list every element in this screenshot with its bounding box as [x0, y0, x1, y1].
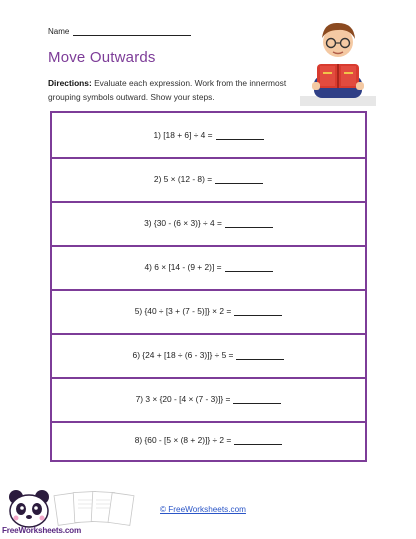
name-line[interactable] — [73, 27, 191, 36]
problem-text: 3) {30 - (6 × 3)} ÷ 4 = — [144, 218, 222, 228]
problem-text: 7) 3 × {20 - [4 × (7 - 3)]} = — [135, 394, 231, 404]
answer-blank[interactable] — [234, 436, 282, 445]
problem-row — [52, 333, 365, 379]
problem-text: 2) 5 × (12 - 8) = — [153, 174, 213, 184]
teacher-reading-illustration — [300, 14, 376, 106]
problems-box — [50, 111, 367, 462]
name-field[interactable] — [48, 27, 191, 36]
answer-blank[interactable] — [216, 131, 264, 140]
answer-blank[interactable] — [234, 307, 282, 316]
answer-blank[interactable] — [233, 395, 281, 404]
problem-row — [52, 245, 365, 291]
directions — [48, 76, 298, 104]
problem-row — [52, 418, 365, 462]
freeworksheets-link[interactable]: © FreeWorksheets.com — [160, 505, 246, 514]
problem-row — [52, 157, 365, 203]
name-label: Name — [48, 27, 70, 36]
answer-blank[interactable] — [215, 175, 263, 184]
problem-row — [52, 201, 365, 247]
directions-label: Directions: — [48, 78, 92, 88]
problem-text: 1) [18 + 6] ÷ 4 = — [153, 130, 213, 140]
problem-row — [52, 113, 365, 159]
brand-logo-text: FreeWorksheets.com — [2, 526, 82, 535]
problem-text: 6) {24 + [18 ÷ (6 - 3)]} ÷ 5 = — [132, 350, 234, 360]
answer-blank[interactable] — [236, 351, 284, 360]
problem-row — [52, 289, 365, 335]
directions-text: Evaluate each expression. Work from the innermost grouping symbols outward. Show your steps. — [48, 78, 287, 102]
worksheet-title: Move Outwards — [48, 49, 156, 66]
answer-blank[interactable] — [225, 263, 273, 272]
answer-blank[interactable] — [225, 219, 273, 228]
problem-text: 8) {60 - [5 × (8 + 2)]} ÷ 2 = — [134, 435, 232, 445]
problem-text: 4) 6 × [14 - (9 + 2)] = — [144, 262, 222, 272]
problem-text: 5) {40 ÷ [3 + (7 - 5)]} × 2 = — [134, 306, 232, 316]
problem-row — [52, 377, 365, 423]
